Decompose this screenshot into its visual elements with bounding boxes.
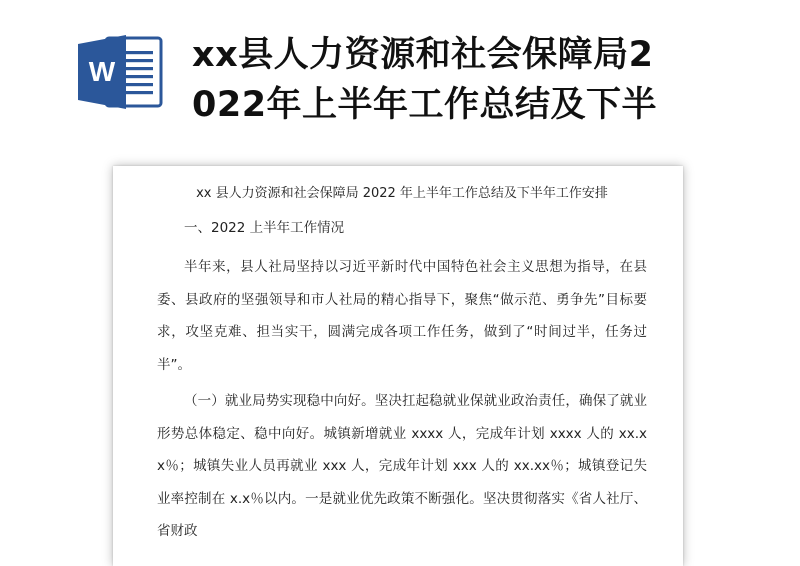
section-heading: 一、2022 上半年工作情况 (184, 220, 345, 236)
paragraph: 半年来，县人社局坚持以习近平新时代中国特色社会主义思想为指导，在县委、县政府的坚强领导和市人社局的精心指导下，聚焦“做示范、勇争先”目标要求，攻坚克难、担当实干，圆满完成各项工作任务，做到了“时间过半，任务过半”。 (157, 259, 647, 373)
word-icon (76, 32, 164, 112)
paragraph: （一）就业局势实现稳中向好。坚决扛起稳就业保就业政治责任，确保了就业形势总体稳定、稳中向好。城镇新增就业 xxxx 人，完成年计划 xxxx 人的 xx.xx％；城镇失业人员再就业 xxx 人，完成年计划 xxx 人的 xx.xx％；城镇登记失业率控制在 x.x％以内。一是就业优先政策不断强化。坚决贯彻落实《省人社厅、省财政 (157, 393, 647, 539)
document-page (113, 166, 683, 566)
page-title: xx县人力资源和社会保障局2022年上半年工作总结及下半 (192, 35, 658, 125)
word-icon-letter: W (88, 56, 116, 87)
document-body (157, 184, 647, 552)
document-title: xx 县人力资源和社会保障局 2022 年上半年工作总结及下半年工作安排 (196, 186, 608, 201)
